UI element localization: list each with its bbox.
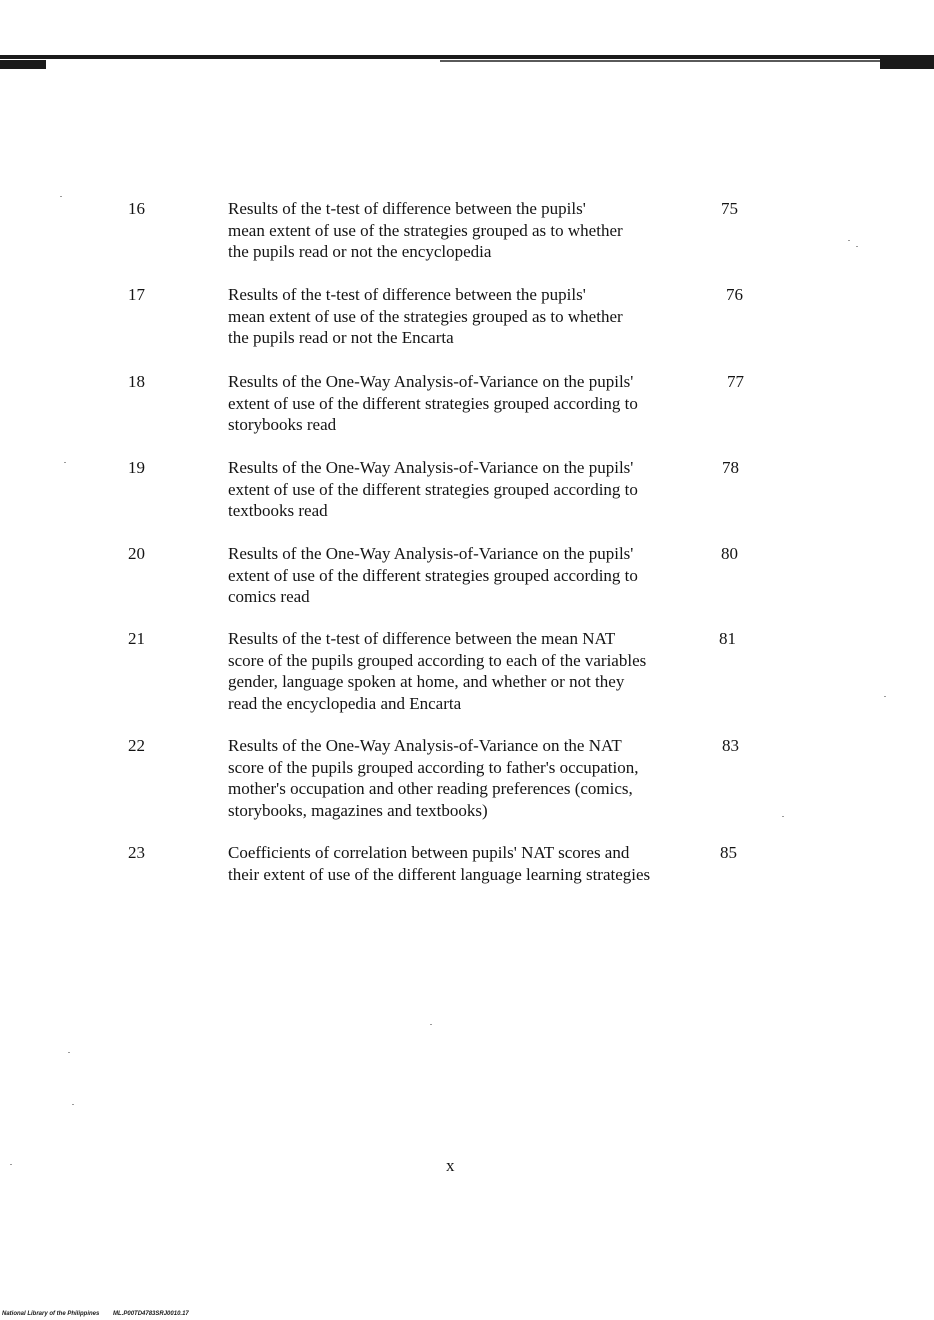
- entry-description: Results of the t-test of difference between the pupils' mean extent of use of the strategies grouped as to whether the pupils read or not the encyclopedia: [228, 199, 623, 262]
- entry-description: Results of the One-Way Analysis-of-Variance on the NAT score of the pupils grouped according to father's occupation, mother's occupation and other reading preferences (comics, storybooks, magazines and textbooks): [228, 736, 639, 820]
- scan-speck: [856, 246, 858, 247]
- entry-number: 23: [128, 843, 145, 862]
- scan-footer: [2, 1311, 189, 1317]
- entry-page: 78: [722, 458, 739, 477]
- page-number: x: [446, 1156, 455, 1175]
- entry-number: 20: [128, 544, 145, 563]
- entry-number: 18: [128, 372, 145, 391]
- scan-speck: [64, 462, 66, 463]
- entry-page: 75: [721, 199, 738, 218]
- entry-page: 85: [720, 843, 737, 862]
- entry-page: 77: [727, 372, 744, 391]
- entry-page: 76: [726, 285, 743, 304]
- scan-speck: [72, 1104, 74, 1105]
- entry-description: Results of the One-Way Analysis-of-Variance on the pupils' extent of use of the different strategies grouped according to textbooks read: [228, 458, 638, 521]
- entry-description: Results of the One-Way Analysis-of-Variance on the pupils' extent of use of the different strategies grouped according to storybooks read: [228, 372, 638, 435]
- scan-speck: [60, 196, 62, 197]
- scan-edge-line: [0, 55, 934, 59]
- entry-page: 80: [721, 544, 738, 563]
- entry-description: Results of the t-test of difference between the mean NAT score of the pupils grouped according to each of the variables gender, language spoken at home, and whether or not they read the encyclopedia and Encarta: [228, 629, 647, 713]
- scan-speck: [68, 1052, 70, 1053]
- entry-page: 83: [722, 736, 739, 755]
- scan-edge-mark-right: [880, 57, 934, 69]
- entry-description: Results of the One-Way Analysis-of-Variance on the pupils' extent of use of the different strategies grouped according to comics read: [228, 544, 638, 607]
- entry-description: Coefficients of correlation between pupils' NAT scores and their extent of use of the different language learning strategies: [228, 843, 651, 884]
- entry-number: 19: [128, 458, 145, 477]
- scan-edge-line-thin: [440, 60, 880, 62]
- entry-number: 21: [128, 629, 145, 648]
- scan-speck: [848, 240, 850, 241]
- scan-speck: [884, 696, 886, 697]
- entry-page: 81: [719, 629, 736, 648]
- footer-code: ML.P00TD4783SRJ0010.17: [113, 1311, 189, 1317]
- scan-speck: [782, 816, 784, 817]
- entry-number: 17: [128, 285, 145, 304]
- entry-description: Results of the t-test of difference between the pupils' mean extent of use of the strategies grouped as to whether the pupils read or not the Encarta: [228, 285, 623, 348]
- entry-number: 16: [128, 199, 145, 218]
- entry-number: 22: [128, 736, 145, 755]
- footer-library: National Library of the Philippines: [2, 1311, 100, 1317]
- scan-speck: [430, 1024, 432, 1025]
- scan-edge-mark-left: [0, 60, 46, 69]
- scan-speck: [10, 1164, 12, 1165]
